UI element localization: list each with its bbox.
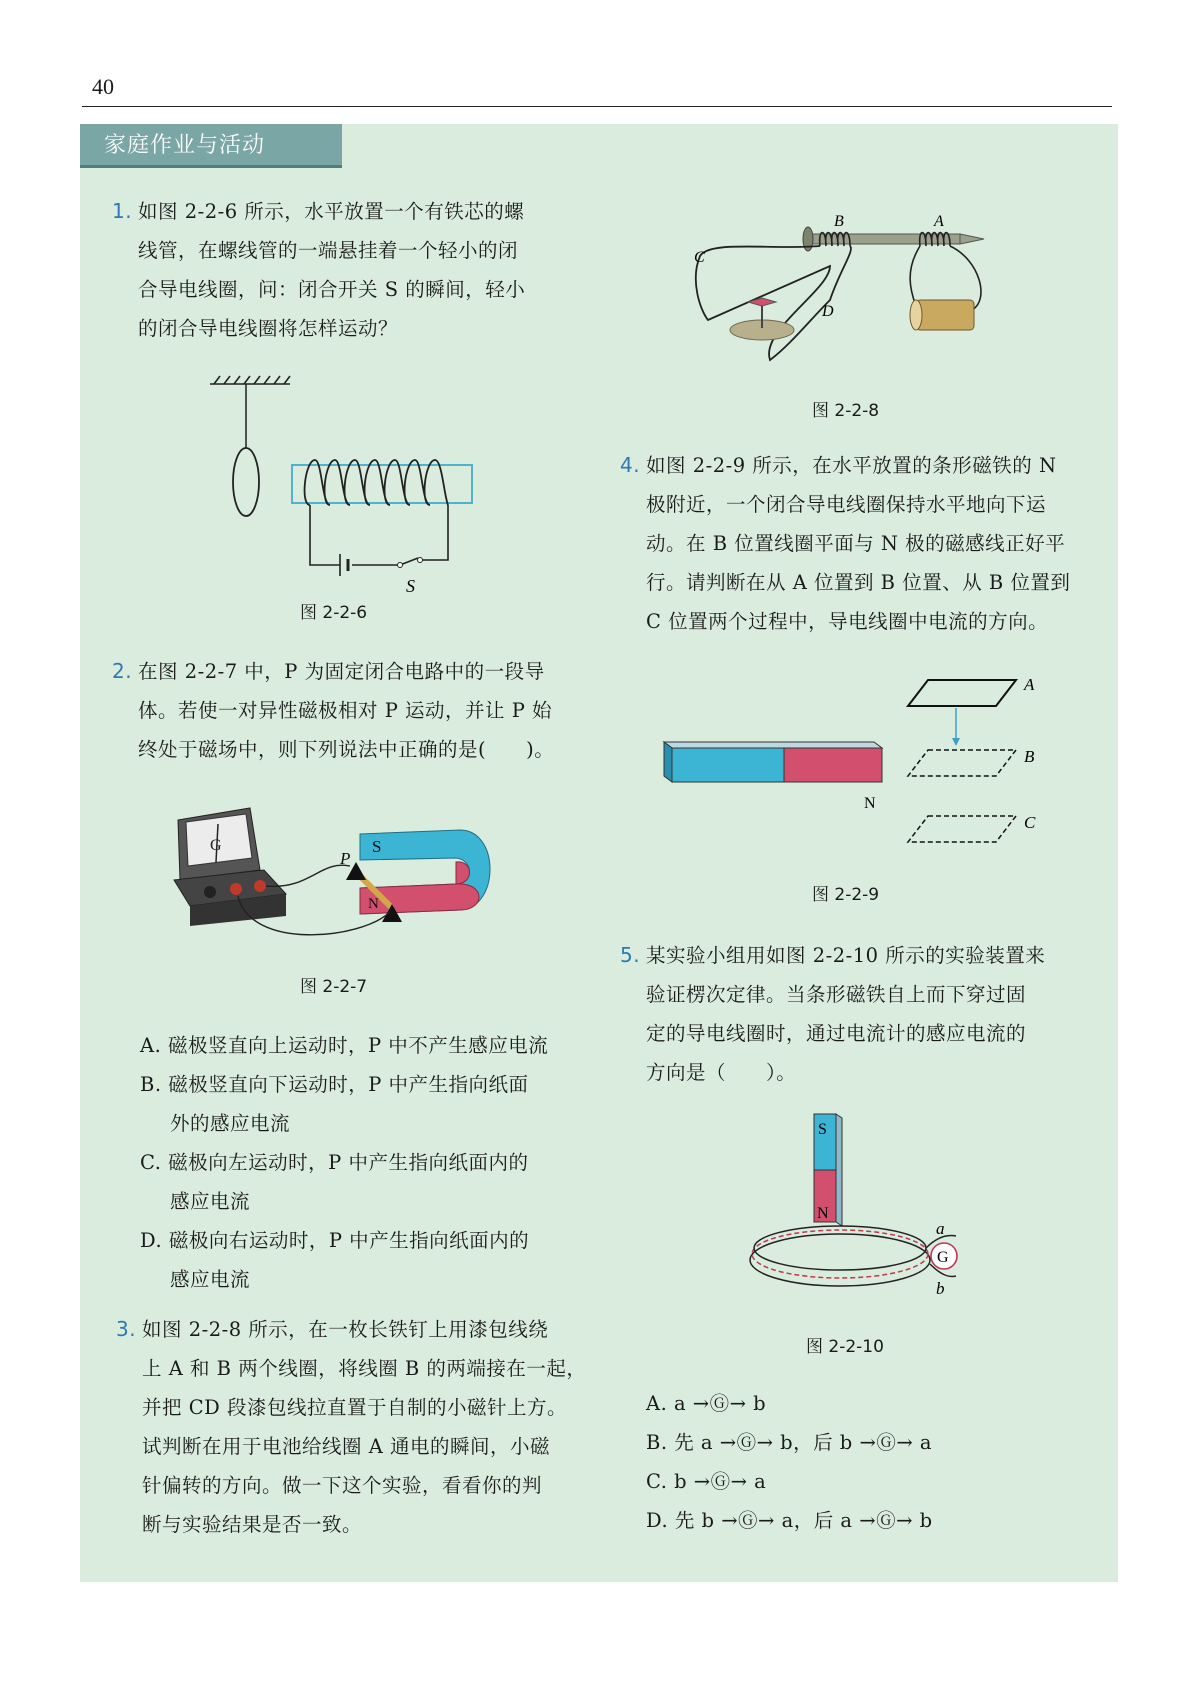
question-line: C 位置两个过程中，导电线圈中电流的方向。 bbox=[646, 610, 1049, 633]
option-d: D. 磁极向右运动时，P 中产生指向纸面内的 bbox=[140, 1229, 530, 1252]
question-line: 终处于磁场中，则下列说法中正确的是( )。 bbox=[138, 738, 555, 761]
header-rule bbox=[82, 106, 1112, 107]
terminal-b-label: b bbox=[936, 1279, 945, 1298]
question-line: 行。请判断在从 A 位置到 B 位置、从 B 位置到 bbox=[646, 571, 1071, 594]
figure-caption: 图 2-2-8 bbox=[812, 401, 880, 421]
option-c: C. b →Ⓖ→ a bbox=[646, 1470, 767, 1493]
question-line: 上 A 和 B 两个线圈，将线圈 B 的两端接在一起， bbox=[142, 1357, 587, 1380]
page-number: 40 bbox=[92, 74, 114, 99]
horseshoe-magnet bbox=[360, 830, 490, 914]
magnet-south-label: S bbox=[372, 837, 382, 856]
option-d: D. 先 b →Ⓖ→ a，后 a →Ⓖ→ b bbox=[646, 1509, 933, 1532]
question-line: 并把 CD 段漆包线拉直置于自制的小磁针上方。 bbox=[142, 1396, 567, 1419]
question-line: 如图 2-2-9 所示，在水平放置的条形磁铁的 N bbox=[646, 454, 1057, 477]
option-d-continued: 感应电流 bbox=[170, 1268, 251, 1291]
question-number: 2. bbox=[112, 659, 133, 683]
figure-caption: 图 2-2-6 bbox=[300, 603, 368, 623]
position-a-label: A bbox=[1024, 675, 1035, 694]
lead-wire-top bbox=[266, 865, 350, 886]
figure-2-2-8 bbox=[690, 210, 1010, 380]
coil-position-a bbox=[908, 680, 1016, 706]
question-line: 如图 2-2-6 所示，水平放置一个有铁芯的螺 bbox=[138, 200, 525, 223]
coil-b-label: B bbox=[834, 213, 844, 230]
question-line: 合导电线圈，问：闭合开关 S 的瞬间，轻小 bbox=[138, 278, 526, 301]
question-line: 在图 2-2-7 中，P 为固定闭合电路中的一段导 bbox=[138, 660, 545, 683]
ceiling-hatch bbox=[210, 376, 290, 384]
switch-label: S bbox=[406, 576, 415, 596]
galvanometer-label: G bbox=[937, 1249, 949, 1266]
question-line: 方向是（ ）。 bbox=[646, 1061, 797, 1084]
question-line: 体。若使一对异性磁极相对 P 运动，并让 P 始 bbox=[138, 699, 553, 722]
point-d-label: D bbox=[822, 303, 834, 320]
question-line: 的闭合导电线圈将怎样运动？ bbox=[138, 317, 399, 340]
terminal-a-label: a bbox=[936, 1219, 945, 1238]
question-line: 如图 2-2-8 所示，在一枚长铁钉上用漆包线绕 bbox=[142, 1318, 549, 1341]
question-line: 验证楞次定律。当条形磁铁自上而下穿过固 bbox=[646, 983, 1027, 1006]
magnet-north-label: N bbox=[864, 795, 876, 812]
question-line: 动。在 B 位置线圈平面与 N 极的磁感线正好平 bbox=[646, 532, 1066, 555]
figure-2-2-9 bbox=[660, 672, 1060, 852]
wire-coil bbox=[750, 1226, 956, 1286]
question-line: 线管，在螺线管的一端悬挂着一个轻小的闭 bbox=[138, 239, 519, 262]
position-c-label: C bbox=[1024, 813, 1036, 832]
figure-2-2-7 bbox=[160, 800, 520, 960]
bar-magnet bbox=[664, 742, 882, 782]
question-3 bbox=[116, 1310, 587, 1544]
motion-arrowhead bbox=[952, 738, 960, 746]
point-c-label: C bbox=[694, 249, 705, 266]
conductor-label: P bbox=[340, 849, 351, 868]
figure-2-2-6 bbox=[200, 370, 490, 596]
magnet-north-label: N bbox=[368, 896, 379, 912]
section-title: 家庭作业与活动 bbox=[80, 124, 342, 168]
option-b: B. 先 a →Ⓖ→ b，后 b →Ⓖ→ a bbox=[646, 1431, 932, 1454]
question-line: 定的导电线圈时，通过电流计的感应电流的 bbox=[646, 1022, 1027, 1045]
switch-contact bbox=[418, 558, 423, 563]
option-a: A. 磁极竖直向上运动时，P 中不产生感应电流 bbox=[140, 1034, 549, 1057]
galvanometer bbox=[174, 808, 286, 926]
figure-2-2-10 bbox=[730, 1110, 990, 1330]
question-number: 4. bbox=[620, 453, 641, 477]
coil-position-b bbox=[908, 750, 1016, 776]
coil-position-c bbox=[908, 816, 1016, 842]
battery bbox=[910, 300, 974, 330]
question-line: 某实验小组用如图 2-2-10 所示的实验装置来 bbox=[646, 944, 1046, 967]
figure-caption: 图 2-2-10 bbox=[806, 1337, 884, 1357]
question-1 bbox=[112, 192, 526, 348]
question-number: 5. bbox=[620, 943, 641, 967]
galvanometer-label: G bbox=[210, 837, 222, 854]
option-a: A. a →Ⓖ→ b bbox=[646, 1392, 767, 1415]
question-4 bbox=[620, 446, 1071, 641]
option-b-continued: 外的感应电流 bbox=[170, 1112, 291, 1135]
question-number: 3. bbox=[116, 1317, 137, 1341]
option-c-continued: 感应电流 bbox=[170, 1190, 251, 1213]
question-line: 针偏转的方向。做一下这个实验，看看你的判 bbox=[142, 1474, 543, 1497]
question-line: 极附近，一个闭合导电线圈保持水平地向下运 bbox=[646, 493, 1047, 516]
iron-nail bbox=[803, 227, 984, 251]
vertical-bar-magnet bbox=[814, 1114, 842, 1226]
option-c: C. 磁极向左运动时，P 中产生指向纸面内的 bbox=[140, 1151, 529, 1174]
light-coil-ring bbox=[233, 448, 259, 516]
question-number: 1. bbox=[112, 199, 133, 223]
figure-caption: 图 2-2-9 bbox=[812, 885, 880, 905]
circuit-wires bbox=[310, 505, 448, 565]
question-2 bbox=[112, 652, 555, 769]
question-5 bbox=[620, 936, 1046, 1092]
magnet-south-label: S bbox=[818, 1121, 827, 1138]
magnet-north-label: N bbox=[817, 1205, 829, 1222]
switch-pivot bbox=[398, 563, 403, 568]
figure-caption: 图 2-2-7 bbox=[300, 977, 368, 997]
position-b-label: B bbox=[1024, 747, 1035, 766]
question-line: 断与实验结果是否一致。 bbox=[142, 1513, 363, 1536]
solenoid-coil bbox=[305, 460, 448, 505]
coil-a-label: A bbox=[934, 213, 944, 230]
question-line: 试判断在用于电池给线圈 A 通电的瞬间，小磁 bbox=[142, 1435, 550, 1458]
compass-needle bbox=[730, 298, 794, 340]
option-b: B. 磁极竖直向下运动时，P 中产生指向纸面 bbox=[140, 1073, 529, 1096]
